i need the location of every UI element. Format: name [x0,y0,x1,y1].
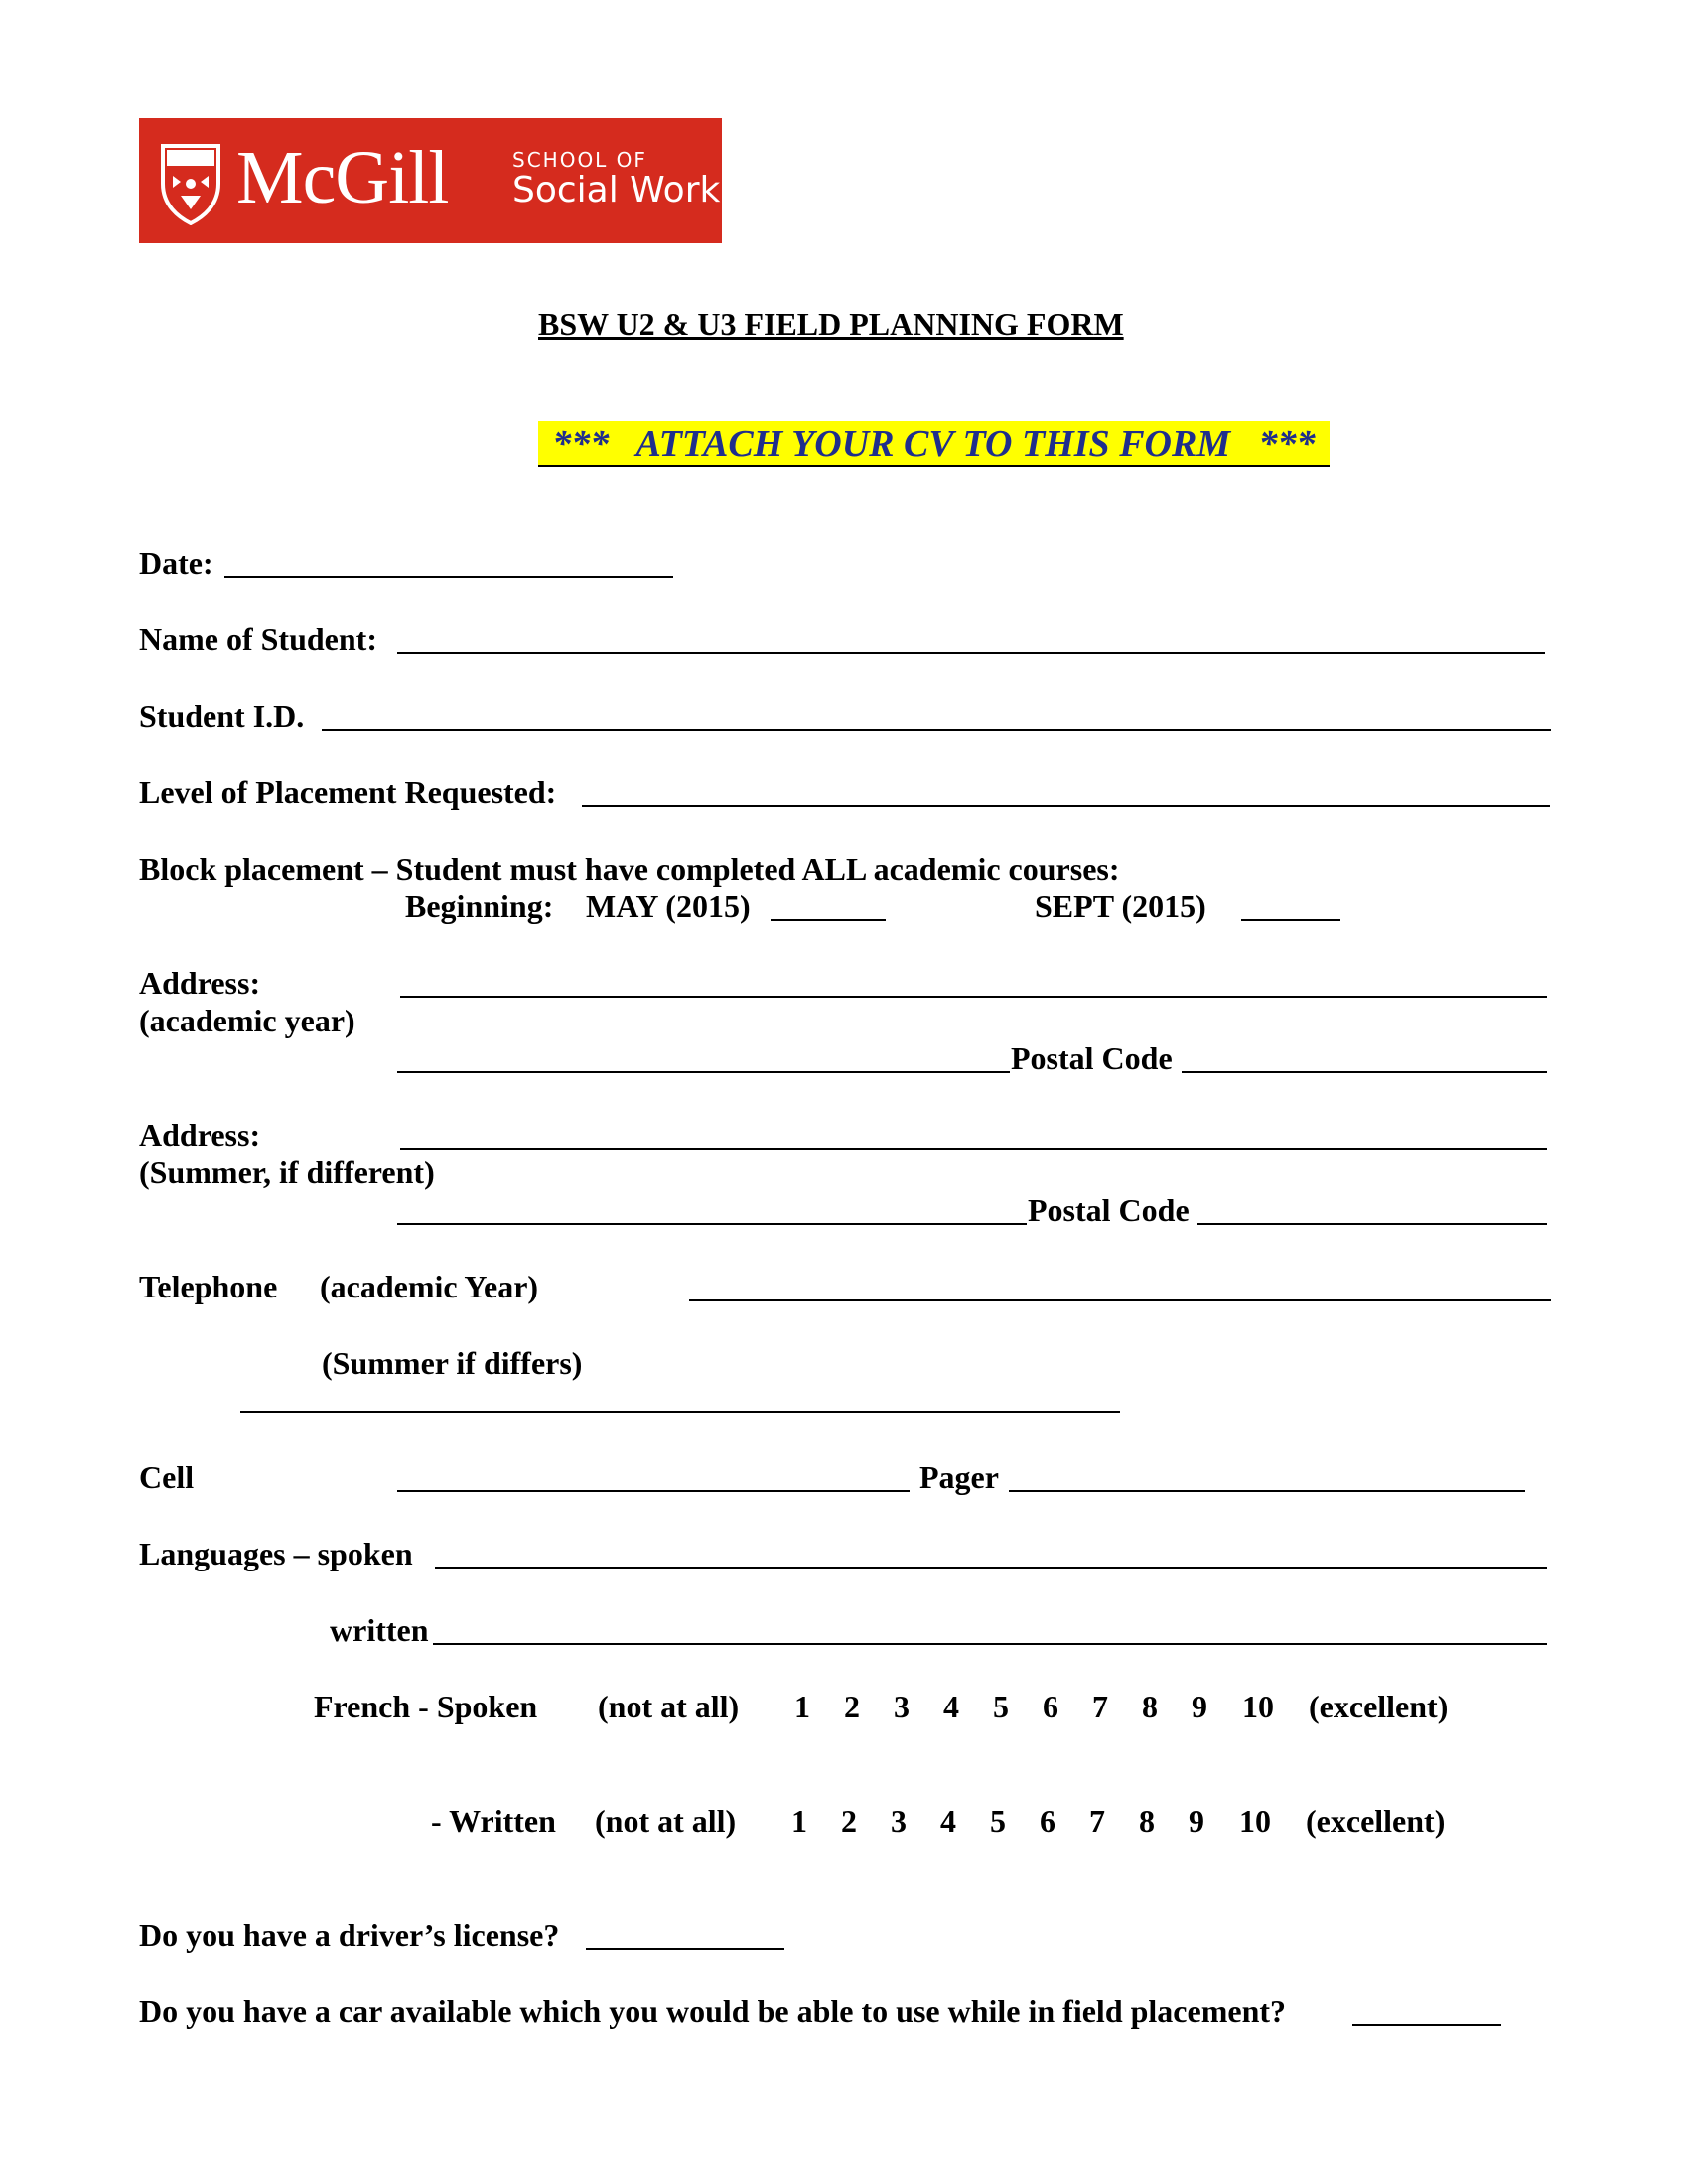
sept-2015-input-line[interactable] [1241,919,1340,921]
languages-spoken-input-line[interactable] [435,1567,1547,1569]
address-summer-input-line-1[interactable] [400,1148,1547,1150]
french-written-scale-low: (not at all) [595,1803,737,1839]
french-written-option-8[interactable]: 8 [1139,1803,1155,1839]
cell-input-line[interactable] [397,1490,910,1492]
french-spoken-option-7[interactable]: 7 [1092,1689,1108,1724]
french-spoken-option-2[interactable]: 2 [844,1689,860,1724]
address-academic-input-line-2[interactable] [397,1071,1010,1073]
french-written-label: - Written [431,1803,556,1839]
attach-cv-banner [538,421,1330,467]
attach-cv-text: *** ATTACH YOUR CV TO THIS FORM *** [552,423,1316,465]
french-spoken-scale-high: (excellent) [1309,1689,1449,1724]
telephone-label: Telephone [139,1269,278,1304]
date-input-line[interactable] [224,576,673,578]
beginning-label: Beginning: [405,888,554,924]
languages-spoken-label: Languages – spoken [139,1536,413,1571]
student-id-input-line[interactable] [322,729,1551,731]
logo-school-of: SCHOOL OF [512,148,647,172]
drivers-license-label: Do you have a driver’s license? [139,1917,560,1953]
french-spoken-option-6[interactable]: 6 [1043,1689,1058,1724]
languages-written-label: written [330,1612,429,1648]
telephone-summer-label: (Summer if differs) [322,1345,583,1381]
car-available-label: Do you have a car available which you would be able to use while in field placement? [139,1993,1287,2029]
french-spoken-option-10[interactable]: 10 [1242,1689,1274,1724]
mcgill-crest-icon [159,136,222,225]
french-written-option-6[interactable]: 6 [1040,1803,1055,1839]
postal-code-academic-input-line[interactable] [1182,1071,1547,1073]
address-summer-input-line-2[interactable] [397,1223,1027,1225]
logo-social-work: Social Work [512,170,721,210]
french-spoken-label: French - Spoken [314,1689,538,1724]
car-available-input-line[interactable] [1352,2024,1501,2026]
french-written-option-9[interactable]: 9 [1189,1803,1204,1839]
address-summer-note: (Summer, if different) [139,1155,435,1190]
student-name-label: Name of Student: [139,621,377,657]
student-name-input-line[interactable] [397,652,1545,654]
telephone-academic-input-line[interactable] [689,1299,1551,1301]
french-written-option-3[interactable]: 3 [891,1803,907,1839]
address-academic-input-line-1[interactable] [400,996,1547,998]
date-label: Date: [139,545,213,581]
french-written-option-7[interactable]: 7 [1089,1803,1105,1839]
address-academic-label: Address: [139,965,261,1001]
postal-code-academic-label: Postal Code [1011,1040,1173,1076]
french-written-option-5[interactable]: 5 [990,1803,1006,1839]
french-spoken-option-8[interactable]: 8 [1142,1689,1158,1724]
postal-code-summer-label: Postal Code [1028,1192,1190,1228]
may-2015-input-line[interactable] [771,919,886,921]
may-2015-label: MAY (2015) [586,888,751,924]
student-id-label: Student I.D. [139,698,305,734]
drivers-license-input-line[interactable] [586,1948,784,1950]
french-spoken-scale-low: (not at all) [598,1689,740,1724]
languages-written-input-line[interactable] [433,1643,1547,1645]
logo-wordmark: McGill [236,136,449,219]
address-academic-note: (academic year) [139,1003,355,1038]
mcgill-social-work-logo [139,118,722,243]
sept-2015-label: SEPT (2015) [1035,888,1206,924]
pager-input-line[interactable] [1009,1490,1525,1492]
block-placement-label: Block placement – Student must have completed ALL academic courses: [139,851,1120,887]
form-title: BSW U2 & U3 FIELD PLANNING FORM [538,306,1124,341]
pager-label: Pager [919,1459,999,1495]
placement-level-input-line[interactable] [582,805,1550,807]
french-spoken-option-3[interactable]: 3 [894,1689,910,1724]
postal-code-summer-input-line[interactable] [1197,1223,1547,1225]
french-spoken-option-5[interactable]: 5 [993,1689,1009,1724]
french-spoken-option-4[interactable]: 4 [943,1689,959,1724]
telephone-academic-label: (academic Year) [320,1269,539,1304]
french-written-option-10[interactable]: 10 [1239,1803,1271,1839]
french-written-option-1[interactable]: 1 [791,1803,807,1839]
french-spoken-option-9[interactable]: 9 [1192,1689,1207,1724]
french-written-scale-high: (excellent) [1306,1803,1446,1839]
french-written-option-2[interactable]: 2 [841,1803,857,1839]
cell-label: Cell [139,1459,195,1495]
placement-level-label: Level of Placement Requested: [139,774,557,810]
telephone-summer-input-line[interactable] [240,1411,1120,1413]
french-spoken-option-1[interactable]: 1 [794,1689,810,1724]
address-summer-label: Address: [139,1117,261,1153]
french-written-option-4[interactable]: 4 [940,1803,956,1839]
